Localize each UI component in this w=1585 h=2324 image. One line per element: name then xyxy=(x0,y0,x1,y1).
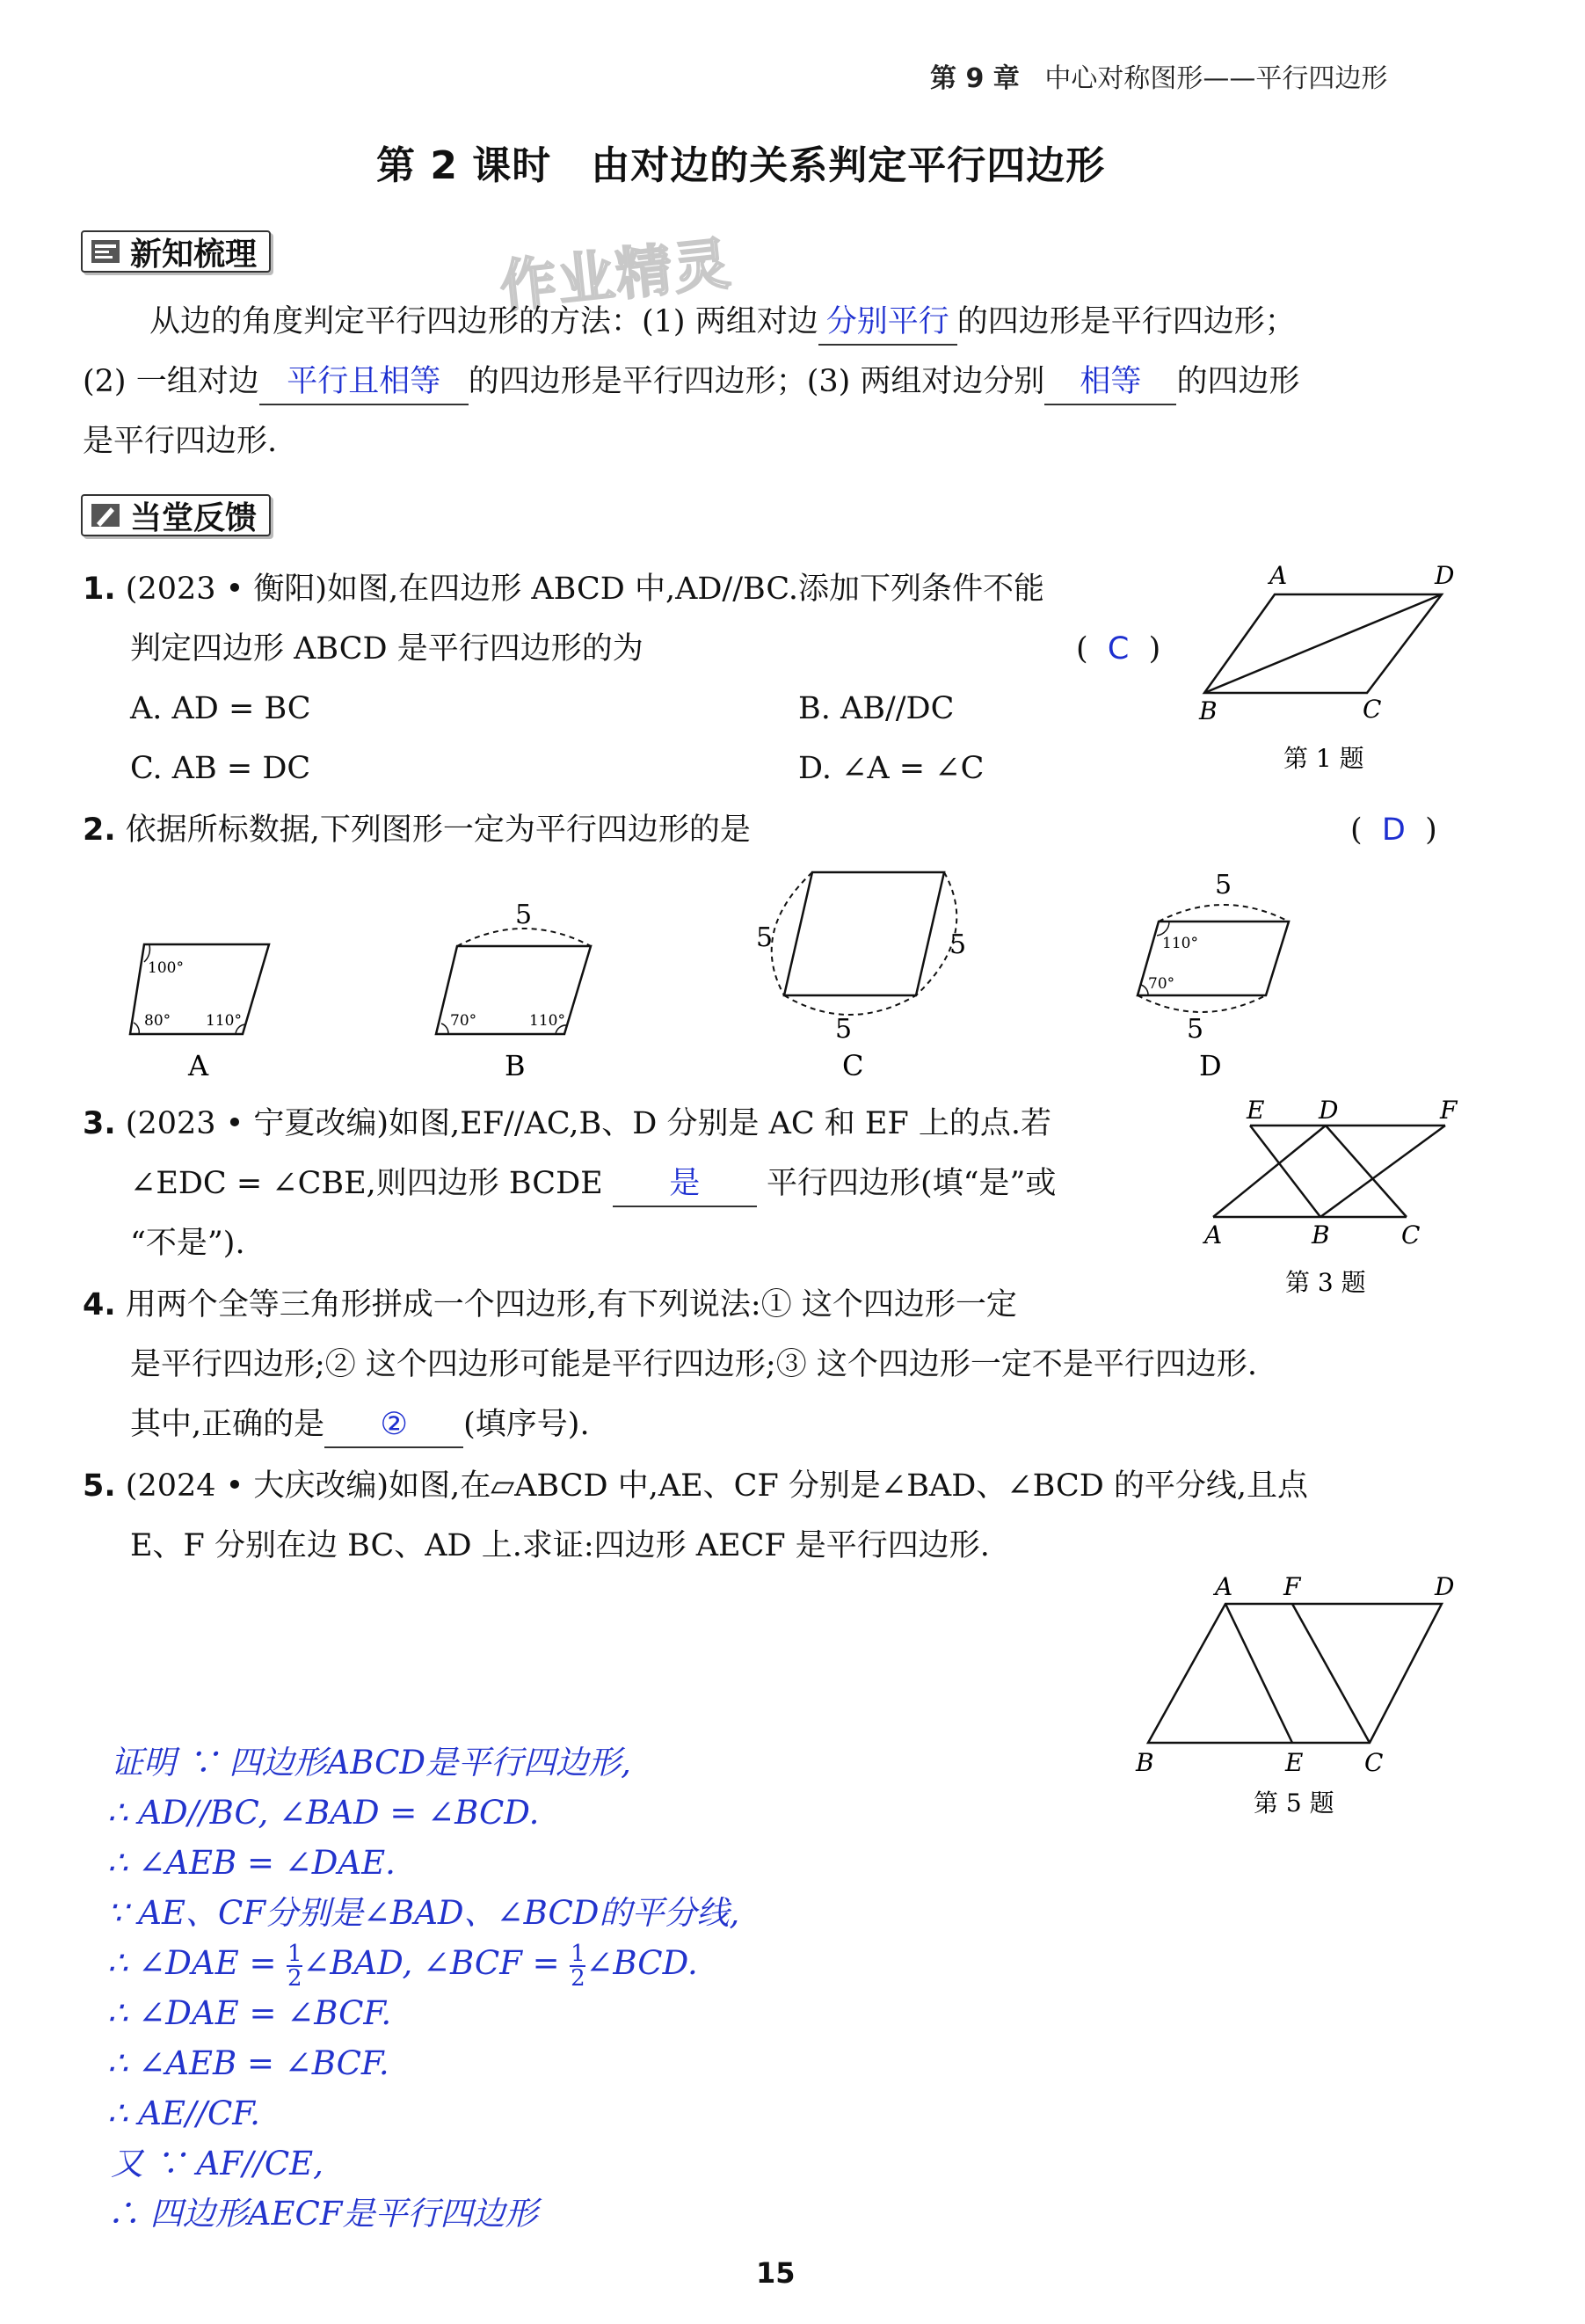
proof-line-10: ∴ 四边形AECF是平行四边形 xyxy=(107,2195,538,2233)
q1-figure xyxy=(1187,563,1468,783)
q2-figure-c xyxy=(756,872,966,1082)
q1-option-b: B. AB//DC xyxy=(798,691,955,726)
svg-text:B: B xyxy=(1312,1220,1330,1249)
knowledge-line-2: (2) 一组对边 平行且相等 的四边形是平行四边形；(3) 两组对边分别 相等 的四边形 xyxy=(83,352,1299,412)
svg-text:C: C xyxy=(1401,1220,1421,1249)
q2-answer: D xyxy=(1381,812,1406,848)
svg-text:B: B xyxy=(505,1049,526,1082)
svg-text:A: A xyxy=(1204,1220,1223,1249)
chapter-header xyxy=(930,56,1387,95)
q3-line-1: 3. (2023 • 宁夏改编)如图,EF//AC,B、D 分别是 AC 和 EF 上的点.若 xyxy=(83,1106,1051,1141)
svg-text:D: D xyxy=(1199,1049,1222,1082)
q3-answer: 是 xyxy=(669,1166,701,1201)
svg-text:5: 5 xyxy=(835,1014,853,1045)
q1-option-c: C. AB = DC xyxy=(130,751,311,786)
knowledge-line-3: 是平行四边形. xyxy=(83,424,278,459)
q5-line-2: E、F 分别在边 BC、AD 上.求证:四边形 AECF 是平行四边形. xyxy=(130,1528,990,1563)
svg-text:E: E xyxy=(1247,1099,1265,1125)
svg-text:5: 5 xyxy=(515,900,533,930)
svg-text:5: 5 xyxy=(1215,870,1232,900)
proof-line-5: ∴ ∠DAE = $\frac{1}{2}$ ∠BAD, ∠BCF = $\frac{1}{2}$ ∠BCD. xyxy=(107,1940,698,1992)
svg-text:A: A xyxy=(188,1049,209,1082)
section-new-knowledge xyxy=(81,230,271,273)
proof-line-8: ∴ AE//CF. xyxy=(107,2095,260,2132)
q1-answer: C xyxy=(1107,631,1130,667)
section-label: 新知梳理 xyxy=(130,236,258,273)
chapter-number: 第 9 章 xyxy=(930,63,1020,94)
fraction-half: $\frac{1}{2}$ xyxy=(571,1940,585,1992)
proof-line-4: ∵ AE、CF分别是∠BAD、∠BCD的平分线, xyxy=(107,1894,740,1932)
proof-line-1: 证明 ∵ 四边形ABCD是平行四边形, xyxy=(111,1744,631,1781)
section-label: 当堂反馈 xyxy=(130,499,258,536)
q3-caption: 第 3 题 xyxy=(1285,1268,1366,1297)
svg-text:5: 5 xyxy=(756,922,774,953)
lesson-title: 第 2 课时 由对边的关系判定平行四边形 xyxy=(376,143,1106,188)
page-number: 15 xyxy=(756,2256,796,2290)
svg-text:F: F xyxy=(1283,1574,1301,1601)
svg-text:E: E xyxy=(1285,1748,1304,1777)
svg-text:D: D xyxy=(1319,1099,1339,1125)
fraction-half: $\frac{1}{2}$ xyxy=(287,1940,302,1992)
svg-text:B: B xyxy=(1136,1748,1154,1777)
q4-line-1: 4. 用两个全等三角形拼成一个四边形,有下列说法:① 这个四边形一定 xyxy=(83,1287,1017,1322)
q1-label-d: D xyxy=(1435,563,1455,590)
q5-caption: 第 5 题 xyxy=(1254,1789,1334,1818)
svg-text:A: A xyxy=(1215,1574,1233,1601)
proof-line-3: ∴ ∠AEB = ∠DAE. xyxy=(107,1844,396,1882)
q3-line-2: ∠EDC = ∠CBE,则四边形 BCDE 是 平行四边形(填“是”或 xyxy=(130,1154,1056,1213)
svg-text:5: 5 xyxy=(949,929,967,960)
q1-line-2: 判定四边形 ABCD 是平行四边形的为 xyxy=(130,631,643,667)
q4-line-3: 其中,正确的是 ② (填序号). xyxy=(130,1395,590,1454)
svg-text:C: C xyxy=(1364,1748,1384,1777)
q5-line-1: 5. (2024 • 大庆改编)如图,在▱ABCD 中,AE、CF 分别是∠BAD、∠BCD 的平分线,且点 xyxy=(83,1468,1309,1504)
q3-line-3: “不是”). xyxy=(130,1226,245,1261)
svg-text:C: C xyxy=(842,1049,864,1082)
q2-figure-d xyxy=(1138,870,1289,1082)
svg-text:110°: 110° xyxy=(206,1012,242,1030)
watermark: 作业精灵 xyxy=(497,231,735,321)
answer-blank-1: 分别平行 xyxy=(825,304,949,339)
answer-blank-3: 相等 xyxy=(1080,364,1142,399)
answer-blank-2: 平行且相等 xyxy=(287,364,441,399)
pencil-icon xyxy=(90,501,121,529)
svg-text:F: F xyxy=(1440,1099,1458,1125)
svg-text:70°: 70° xyxy=(450,1012,477,1030)
q4-answer: ② xyxy=(380,1407,408,1442)
q2-figure-b xyxy=(436,900,591,1082)
q1-choice-paren: ( C ) xyxy=(1076,631,1161,667)
q5-figure xyxy=(1116,1574,1468,1829)
proof-line-7: ∴ ∠AEB = ∠BCF. xyxy=(107,2044,389,2082)
svg-text:5: 5 xyxy=(1187,1014,1204,1045)
q2-line: 2. 依据所标数据,下列图形一定为平行四边形的是 xyxy=(83,812,751,848)
svg-text:110°: 110° xyxy=(529,1012,565,1030)
book-icon xyxy=(90,237,121,266)
proof-line-9: 又 ∵ AF//CE, xyxy=(111,2145,324,2182)
proof-line-2: ∴ AD//BC, ∠BAD = ∠BCD. xyxy=(107,1794,540,1832)
svg-text:70°: 70° xyxy=(1148,975,1175,993)
svg-text:80°: 80° xyxy=(144,1012,171,1030)
q1-option-d: D. ∠A = ∠C xyxy=(798,751,985,786)
q2-figures xyxy=(114,862,1486,1090)
chapter-title: 中心对称图形——平行四边形 xyxy=(1044,63,1388,94)
knowledge-line-1: 从边的角度判定平行四边形的方法：(1) 两组对边 分别平行 的四边形是平行四边形； xyxy=(149,292,1296,352)
q1-option-a: A. AD = BC xyxy=(130,691,311,726)
q2-choice-paren: ( D ) xyxy=(1350,812,1437,848)
section-feedback xyxy=(81,494,271,536)
svg-text:100°: 100° xyxy=(148,959,184,977)
q4-line-2: 是平行四边形;② 这个四边形可能是平行四边形;③ 这个四边形一定不是平行四边形. xyxy=(130,1347,1257,1382)
q1-caption: 第 1 题 xyxy=(1283,744,1364,773)
q2-figure-a xyxy=(130,944,269,1082)
proof-line-6: ∴ ∠DAE = ∠BCF. xyxy=(107,1994,392,2032)
svg-text:110°: 110° xyxy=(1162,935,1198,952)
q3-figure xyxy=(1192,1099,1473,1310)
q1-label-c: C xyxy=(1363,695,1382,724)
q1-label-b: B xyxy=(1199,696,1218,725)
q1-label-a: A xyxy=(1269,563,1288,590)
q1-line-1: 1. (2023 • 衡阳)如图,在四边形 ABCD 中,AD//BC.添加下列条件不能 xyxy=(83,572,1045,607)
svg-text:D: D xyxy=(1435,1574,1455,1601)
